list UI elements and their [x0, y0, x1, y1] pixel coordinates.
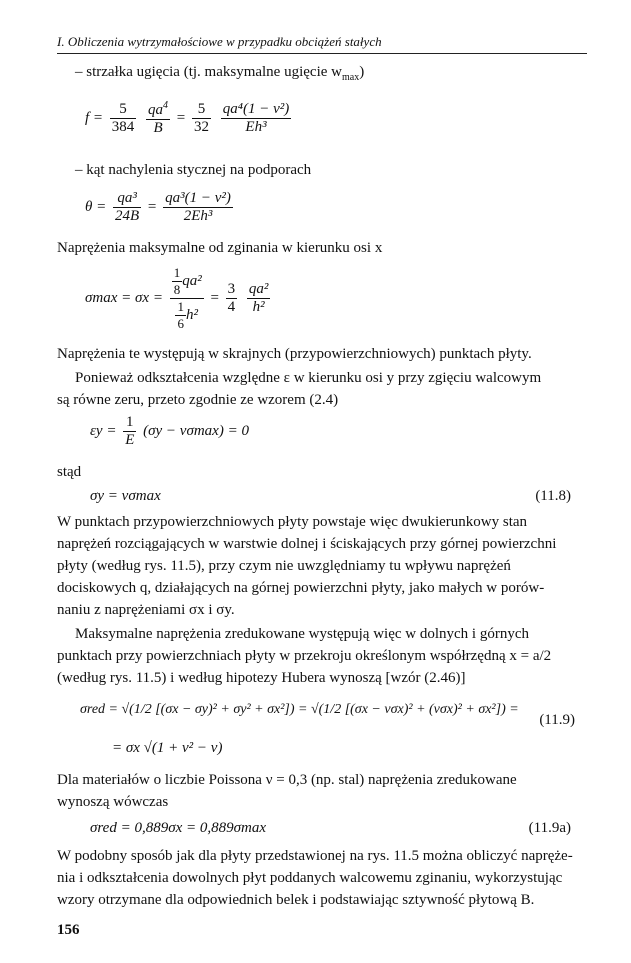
eq-theta-frac2: $\frac{\text{qa³(1 − ν²)}}{\text{2Eh³}}$: [165, 190, 231, 224]
eq-sigma-frac4: $\frac{\text{qa²}}{\text{h²}}$: [248, 281, 269, 315]
paragraph-biaxial-line-1: W punktach przypowierzchniowych płyty powstaje więc dwukierunkowy stan: [57, 514, 528, 530]
paragraph-biaxial-line-3: płyty (według rys. 11.5), przy czym nie uwzględniamy tu wpływu naprężeń: [57, 558, 511, 574]
paragraph-poisson-line-1: Dla materiałów o liczbie Poissona ν = 0,3 (np. stal) naprężenia zredukowane: [57, 772, 517, 788]
paragraph-reduced-line-1: Maksymalne naprężenia zredukowane występują więc w dolnych i górnych: [75, 626, 530, 642]
eq-eps-frac: $\frac{1}{E}$: [125, 414, 135, 448]
paragraph-biaxial-line-2: naprężeń rozciągających w warstwie dolnej i ściskających przy górnej powierzchni: [57, 536, 557, 552]
equation-number-11-9a: (11.9a): [528, 820, 571, 836]
equation-sigma-red-result: = σx √(1 + ν² − ν): [112, 740, 223, 756]
paragraph-poisson-line-2: wynoszą wówczas: [57, 794, 169, 810]
eq-sigma-equals: =: [210, 289, 219, 306]
equation-number-11-9: (11.9): [539, 712, 575, 728]
text-line-deflection: [75, 62, 364, 88]
paragraph-conclusion-line-1: W podobny sposób jak dla płyty przedstawionej na rys. 11.5 można obliczyć napręże-: [57, 848, 573, 864]
paragraph-reduced-line-3: (według rys. 11.5) i według hipotezy Hubera wynoszą [wzór (2.46)]: [57, 670, 466, 686]
paragraph-biaxial-line-5: naniu z naprężeniami σx i σy.: [57, 602, 235, 618]
equation-f: [85, 100, 294, 137]
eq-sigma-frac3: $\frac{3}{4}$: [227, 281, 236, 315]
equation-theta: [85, 190, 236, 225]
eq-f-frac4: $\frac{\text{qa⁴(1 − ν²)}}{\text{Eh³}}$: [222, 101, 290, 135]
deflection-sub: max: [341, 72, 360, 83]
eq-f-equals: =: [176, 109, 186, 126]
paragraph-occurrence: Naprężenia te występują w skrajnych (przypowierzchniowych) punktach płyty.: [57, 346, 532, 362]
eq-f-frac3: $\frac{5}{32}$: [194, 101, 210, 135]
eq-f-frac2: $\frac{qa^4}{B}$: [148, 100, 169, 136]
equation-sigma-max: [85, 265, 273, 332]
equation-sigma-y: σy = νσmax: [90, 488, 161, 504]
eq-f-lhs: f =: [85, 109, 104, 126]
paragraph-strain-2: są równe zeru, przeto zgodnie ze wzorem (2.4): [57, 392, 339, 408]
page-number: 156: [57, 922, 80, 938]
running-header: I. Obliczenia wytrzymałościowe w przypadku obciążeń stałych: [57, 34, 587, 54]
eq-f-frac1: $\frac{5}{384}$: [111, 101, 135, 135]
equation-sigma-red: σred = √(1/2 [(σx − σy)² + σy² + σx²]) = √(1/2 [(σx − νσx)² + (νσx)² + σx²]) =: [80, 702, 519, 717]
deflection-end: ): [359, 64, 365, 80]
deflection-text: – strzałka ugięcia (tj. maksymalne ugięcie w: [75, 64, 342, 80]
eq-eps-rhs: (σy − νσmax) = 0: [143, 422, 249, 439]
equation-number-11-8: (11.8): [535, 488, 571, 504]
eq-theta-frac1: $\frac{\text{qa³}}{24B}$: [115, 190, 140, 224]
paragraph-strain-1: Ponieważ odkształcenia względne ε w kierunku osi y przy zgięciu walcowym: [75, 370, 542, 386]
text-line-slope: – kąt nachylenia stycznej na podporach: [75, 162, 312, 178]
paragraph-conclusion-line-2: nia i odkształcenia dowolnych płyt poddanych walcowemu zginaniu, wykorzystując: [57, 870, 563, 886]
eq-sigma-lhs: σmax = σx =: [85, 289, 163, 306]
text-line-stress-heading: Naprężenia maksymalne od zginania w kierunku osi x: [57, 240, 383, 256]
text-stad: stąd: [57, 464, 82, 480]
eq-theta-lhs: θ =: [85, 198, 107, 215]
paragraph-conclusion-line-3: wzory otrzymane dla odpowiednich belek i podstawiając sztywność płytową B.: [57, 892, 535, 908]
equation-epsilon: [90, 414, 249, 449]
eq-eps-lhs: εy =: [90, 422, 117, 439]
paragraph-biaxial-line-4: dociskowych q, działających na górnej powierzchni płyty, jako małych w porów-: [57, 580, 545, 596]
paragraph-reduced-line-2: punktach przy powierzchniach płyty w przekroju określonym współrzędną x = a/2: [57, 648, 552, 664]
eq-sigma-compound-frac: $\frac{1}{8}$ qa² $\frac{1}{6}$ h²: [170, 265, 204, 332]
eq-theta-equals: =: [147, 198, 157, 215]
equation-sigma-red-value: σred = 0,889σx = 0,889σmax: [90, 820, 267, 836]
